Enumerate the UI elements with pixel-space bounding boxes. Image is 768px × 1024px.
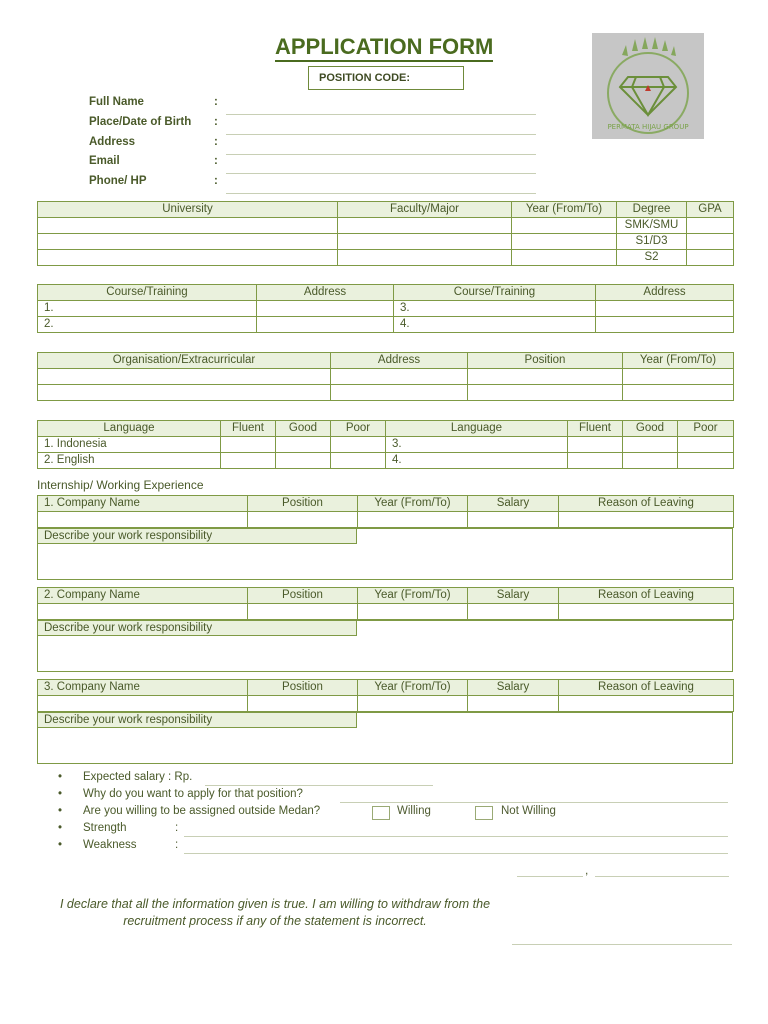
course-table	[37, 284, 734, 333]
table-row	[38, 250, 734, 266]
willing-label: Willing	[397, 805, 431, 817]
not-willing-checkbox[interactable]	[475, 806, 493, 820]
course-number[interactable]: 3.	[394, 301, 596, 317]
phone-field[interactable]	[226, 193, 536, 194]
experience-table	[37, 587, 734, 620]
table-row	[38, 385, 734, 401]
birth-field[interactable]	[226, 134, 536, 135]
language-name: 1. Indonesia	[38, 437, 221, 453]
bullet: •	[58, 771, 63, 783]
experience-table	[37, 679, 734, 712]
form-title: APPLICATION FORM	[275, 34, 493, 62]
bullet: •	[58, 805, 63, 817]
weakness-field[interactable]	[184, 853, 728, 854]
language-name: 2. English	[38, 453, 221, 469]
strength-label: Strength	[83, 822, 127, 834]
reason-header: Reason of Leaving	[559, 588, 734, 604]
email-field[interactable]	[226, 173, 536, 174]
good-header: Good	[276, 421, 331, 437]
signature-line[interactable]	[512, 944, 732, 945]
table-row	[38, 301, 734, 317]
address-field[interactable]	[226, 154, 536, 155]
organisation-header: Organisation/Extracurricular	[38, 353, 331, 369]
course-number[interactable]: 4.	[394, 317, 596, 333]
why-apply-field[interactable]	[340, 802, 728, 803]
university-header: University	[38, 202, 338, 218]
position-header: Position	[248, 588, 358, 604]
company-name-header: 1. Company Name	[38, 496, 248, 512]
colon: :	[175, 839, 179, 851]
gpa-header: GPA	[687, 202, 734, 218]
course-number[interactable]: 1.	[38, 301, 257, 317]
organisation-table	[37, 352, 734, 401]
salary-header: Salary	[468, 496, 559, 512]
expected-salary-field[interactable]	[205, 785, 433, 786]
colon: :	[214, 116, 218, 128]
phone-label: Phone/ HP	[89, 175, 147, 187]
position-code-box[interactable]: POSITION CODE:	[308, 66, 464, 90]
colon: :	[214, 175, 218, 187]
table-row	[38, 234, 734, 250]
diamond-logo-icon	[592, 33, 704, 139]
language-header: Language	[38, 421, 221, 437]
bullet: •	[58, 839, 63, 851]
language-name[interactable]: 3.	[386, 437, 568, 453]
poor-header: Poor	[678, 421, 734, 437]
colon: :	[214, 96, 218, 108]
degree-cell: SMK/SMU	[617, 218, 687, 234]
full-name-field[interactable]	[226, 114, 536, 115]
course-header: Course/Training	[394, 285, 596, 301]
email-label: Email	[89, 155, 120, 167]
experience-block-3	[37, 679, 733, 764]
responsibility-label: Describe your work responsibility	[37, 528, 357, 544]
birth-label: Place/Date of Birth	[89, 116, 192, 128]
degree-cell: S2	[617, 250, 687, 266]
course-address-header: Address	[596, 285, 734, 301]
org-address-header: Address	[331, 353, 468, 369]
language-table	[37, 420, 734, 469]
responsibility-label: Describe your work responsibility	[37, 712, 357, 728]
responsibility-label: Describe your work responsibility	[37, 620, 357, 636]
signature-place-field[interactable]	[517, 876, 583, 877]
table-row	[38, 317, 734, 333]
year-header: Year (From/To)	[358, 496, 468, 512]
willing-question-label: Are you willing to be assigned outside Medan?	[83, 805, 321, 817]
year-header: Year (From/To)	[512, 202, 617, 218]
org-year-header: Year (From/To)	[623, 353, 734, 369]
logo-caption: PERMATA HIJAU GROUP	[607, 123, 689, 131]
degree-cell: S1/D3	[617, 234, 687, 250]
willing-checkbox[interactable]	[372, 806, 390, 820]
experience-title: Internship/ Working Experience	[37, 478, 204, 492]
declaration-text: I declare that all the information given is true. I am willing to withdraw from the recruitment process if any of the statement is incorrect.	[59, 897, 491, 928]
table-row	[38, 369, 734, 385]
good-header: Good	[623, 421, 678, 437]
salary-header: Salary	[468, 680, 559, 696]
company-name-header: 3. Company Name	[38, 680, 248, 696]
company-name-header: 2. Company Name	[38, 588, 248, 604]
year-header: Year (From/To)	[358, 588, 468, 604]
experience-table	[37, 495, 734, 528]
fluent-header: Fluent	[568, 421, 623, 437]
colon: :	[214, 136, 218, 148]
signature-date-field[interactable]	[595, 876, 729, 877]
faculty-header: Faculty/Major	[338, 202, 512, 218]
strength-field[interactable]	[184, 836, 728, 837]
fluent-header: Fluent	[221, 421, 276, 437]
table-row	[38, 453, 734, 469]
experience-block-1	[37, 495, 733, 580]
course-number[interactable]: 2.	[38, 317, 257, 333]
language-name[interactable]: 4.	[386, 453, 568, 469]
reason-header: Reason of Leaving	[559, 680, 734, 696]
org-position-header: Position	[468, 353, 623, 369]
position-header: Position	[248, 680, 358, 696]
salary-header: Salary	[468, 588, 559, 604]
education-table	[37, 201, 734, 266]
full-name-label: Full Name	[89, 96, 144, 108]
table-row	[38, 512, 734, 528]
why-apply-label: Why do you want to apply for that position?	[83, 788, 303, 800]
colon: :	[214, 155, 218, 167]
table-row	[38, 696, 734, 712]
year-header: Year (From/To)	[358, 680, 468, 696]
degree-header: Degree	[617, 202, 687, 218]
table-row	[38, 437, 734, 453]
reason-header: Reason of Leaving	[559, 496, 734, 512]
experience-block-2	[37, 587, 733, 672]
course-address-header: Address	[257, 285, 394, 301]
colon: :	[175, 822, 179, 834]
not-willing-label: Not Willing	[501, 805, 556, 817]
table-row	[38, 604, 734, 620]
poor-header: Poor	[331, 421, 386, 437]
course-header: Course/Training	[38, 285, 257, 301]
bullet: •	[58, 822, 63, 834]
address-label: Address	[89, 136, 136, 148]
position-header: Position	[248, 496, 358, 512]
language-header: Language	[386, 421, 568, 437]
expected-salary-label: Expected salary : Rp.	[83, 771, 193, 783]
bullet: •	[58, 788, 63, 800]
weakness-label: Weakness	[83, 839, 137, 851]
comma: ,	[585, 863, 589, 877]
table-row	[38, 218, 734, 234]
company-logo	[592, 33, 704, 139]
